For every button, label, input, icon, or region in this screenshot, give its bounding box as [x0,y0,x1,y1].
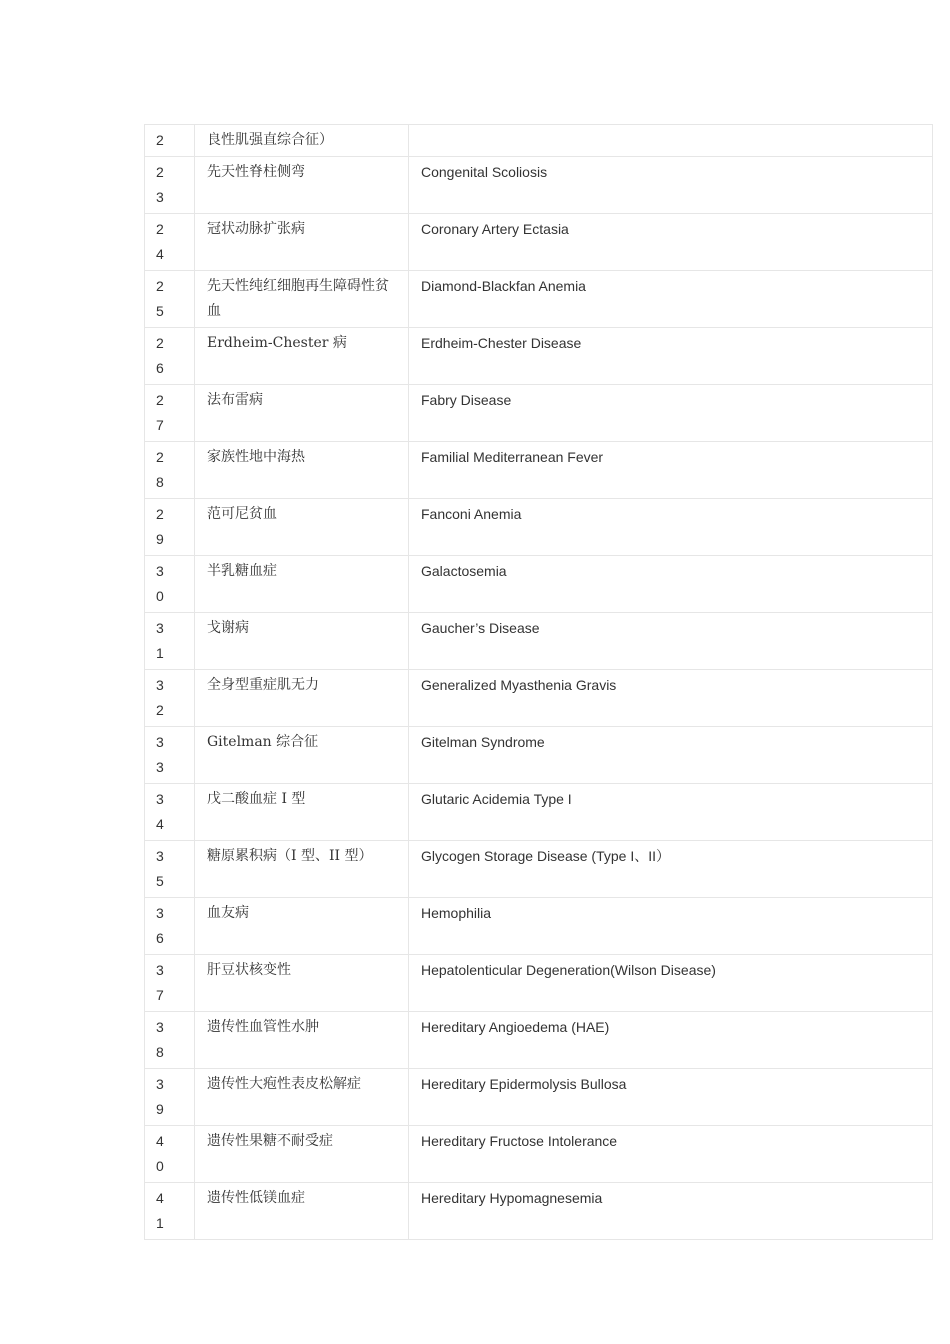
row-number-digit: 8 [156,474,164,490]
chinese-name-cell [195,898,409,955]
row-number-cell [145,442,195,499]
row-number-cell [145,328,195,385]
row-number-cell [145,499,195,556]
chinese-name-cell [195,1183,409,1240]
english-name-cell [409,556,933,613]
english-name: Familial Mediterranean Fever [421,449,604,465]
row-number-digit: 4 [156,246,164,262]
row-number-digit: 1 [156,645,164,661]
row-number-digit: 3 [156,905,164,921]
row-number-digit: 1 [156,1215,164,1231]
english-name: Hemophilia [421,905,492,921]
chinese-name-cell [195,670,409,727]
row-number-digit: 2 [156,702,164,718]
table-row [145,499,933,556]
english-name-cell [409,385,933,442]
row-number-digit: 9 [156,531,164,547]
row-number-digit: 5 [156,873,164,889]
english-name-cell [409,125,933,157]
row-number-digit: 9 [156,1101,164,1117]
chinese-name: 家族性地中海热 [207,449,305,465]
english-name-cell [409,898,933,955]
row-number-digit: 2 [156,335,164,351]
chinese-name: 半乳糖血症 [207,563,277,579]
chinese-name: 遗传性大疱性表皮松解症 [207,1076,361,1092]
row-number-digit: 6 [156,360,164,376]
table-row [145,1069,933,1126]
chinese-name: 范可尼贫血 [207,506,277,522]
table-row [145,157,933,214]
english-name: Hepatolenticular Degeneration(Wilson Disease) [421,962,716,978]
english-name-cell [409,214,933,271]
row-number-digit: 3 [156,189,164,205]
row-number-digit: 2 [156,392,164,408]
row-number-digit: 2 [156,506,164,522]
chinese-name-cell [195,784,409,841]
row-number-digit: 3 [156,759,164,775]
table-row [145,1126,933,1183]
chinese-name: 血友病 [207,905,249,921]
row-number-digit: 8 [156,1044,164,1060]
row-number-digit: 3 [156,791,164,807]
chinese-name-cell [195,955,409,1012]
table-row [145,385,933,442]
row-number-cell [145,1012,195,1069]
chinese-name-cell [195,157,409,214]
chinese-name: 糖原累积病（I 型、II 型） [207,848,373,864]
english-name-cell [409,1126,933,1183]
english-name-cell [409,328,933,385]
english-name-cell [409,841,933,898]
row-number-digit: 3 [156,620,164,636]
table-row [145,214,933,271]
table-row [145,1183,933,1240]
table-row [145,670,933,727]
chinese-name: 法布雷病 [207,392,263,408]
row-number-digit: 3 [156,1076,164,1092]
chinese-name-cell [195,271,409,328]
english-name: Hereditary Epidermolysis Bullosa [421,1076,627,1092]
row-number-digit: 3 [156,677,164,693]
table-row [145,727,933,784]
english-name-cell [409,784,933,841]
english-name-cell [409,955,933,1012]
chinese-name-cell [195,125,409,157]
english-name-cell [409,157,933,214]
chinese-name: 先天性脊柱侧弯 [207,164,305,180]
chinese-name: 遗传性低镁血症 [207,1190,305,1206]
chinese-name: Gitelman 综合征 [207,734,319,750]
table-row [145,613,933,670]
table-body [145,125,933,1240]
english-name: Congenital Scoliosis [421,164,548,180]
table-row [145,125,933,157]
english-name: Hereditary Hypomagnesemia [421,1190,603,1206]
chinese-name-cell [195,1069,409,1126]
table-row [145,898,933,955]
row-number-digit: 2 [156,449,164,465]
chinese-name: 戈谢病 [207,620,249,636]
row-number-digit: 7 [156,417,164,433]
english-name-cell [409,271,933,328]
english-name-cell [409,1183,933,1240]
row-number-digit: 2 [156,132,164,148]
english-name: Hereditary Angioedema (HAE) [421,1019,610,1035]
row-number-digit: 6 [156,930,164,946]
english-name: Hereditary Fructose Intolerance [421,1133,618,1149]
chinese-name-cell [195,556,409,613]
chinese-name-cell [195,727,409,784]
row-number-cell [145,955,195,1012]
chinese-name: 先天性纯红细胞再生障碍性贫血 [207,278,389,319]
table-row [145,328,933,385]
english-name: Fanconi Anemia [421,506,522,522]
english-name: Glutaric Acidemia Type I [421,791,572,807]
english-name: Gitelman Syndrome [421,734,545,750]
chinese-name: 良性肌强直综合征） [207,132,333,148]
row-number-digit: 2 [156,221,164,237]
row-number-digit: 3 [156,734,164,750]
row-number-cell [145,727,195,784]
english-name: Coronary Artery Ectasia [421,221,569,237]
row-number-digit: 3 [156,1019,164,1035]
table-row [145,556,933,613]
row-number-cell [145,898,195,955]
chinese-name-cell [195,1126,409,1183]
row-number-cell [145,1183,195,1240]
chinese-name-cell [195,328,409,385]
chinese-name-cell [195,613,409,670]
row-number-cell [145,385,195,442]
english-name-cell [409,670,933,727]
row-number-digit: 0 [156,588,164,604]
english-name-cell [409,727,933,784]
chinese-name-cell [195,385,409,442]
chinese-name-cell [195,1012,409,1069]
english-name: Galactosemia [421,563,507,579]
row-number-digit: 4 [156,1133,164,1149]
table-row [145,955,933,1012]
row-number-cell [145,271,195,328]
english-name-cell [409,1012,933,1069]
english-name: Gaucher’s Disease [421,620,540,636]
english-name-cell [409,499,933,556]
chinese-name-cell [195,442,409,499]
row-number-cell [145,841,195,898]
english-name-cell [409,442,933,499]
table-row [145,784,933,841]
english-name: Generalized Myasthenia Gravis [421,677,617,693]
chinese-name-cell [195,499,409,556]
row-number-digit: 7 [156,987,164,1003]
row-number-digit: 0 [156,1158,164,1174]
table-row [145,1012,933,1069]
chinese-name: 冠状动脉扩张病 [207,221,305,237]
chinese-name-cell [195,841,409,898]
table-row [145,841,933,898]
row-number-cell [145,613,195,670]
row-number-cell [145,670,195,727]
chinese-name-cell [195,214,409,271]
row-number-digit: 3 [156,563,164,579]
row-number-cell [145,784,195,841]
row-number-digit: 2 [156,278,164,294]
chinese-name: 遗传性血管性水肿 [207,1019,319,1035]
rare-disease-table [144,124,933,1240]
english-name: Erdheim-Chester Disease [421,335,582,351]
row-number-digit: 2 [156,164,164,180]
row-number-digit: 4 [156,1190,164,1206]
chinese-name: 肝豆状核变性 [207,962,291,978]
english-name: Glycogen Storage Disease (Type I、II） [421,848,670,864]
row-number-cell [145,125,195,157]
row-number-digit: 4 [156,816,164,832]
row-number-digit: 5 [156,303,164,319]
english-name: Diamond-Blackfan Anemia [421,278,586,294]
row-number-digit: 3 [156,962,164,978]
table-row [145,271,933,328]
row-number-cell [145,556,195,613]
chinese-name: 戊二酸血症 I 型 [207,791,306,807]
english-name-cell [409,1069,933,1126]
chinese-name: 全身型重症肌无力 [207,677,319,693]
row-number-cell [145,1069,195,1126]
row-number-cell [145,157,195,214]
row-number-cell [145,214,195,271]
row-number-cell [145,1126,195,1183]
english-name-cell [409,613,933,670]
row-number-digit: 3 [156,848,164,864]
english-name: Fabry Disease [421,392,512,408]
chinese-name: 遗传性果糖不耐受症 [207,1133,333,1149]
table-row [145,442,933,499]
chinese-name: Erdheim-Chester 病 [207,335,347,351]
